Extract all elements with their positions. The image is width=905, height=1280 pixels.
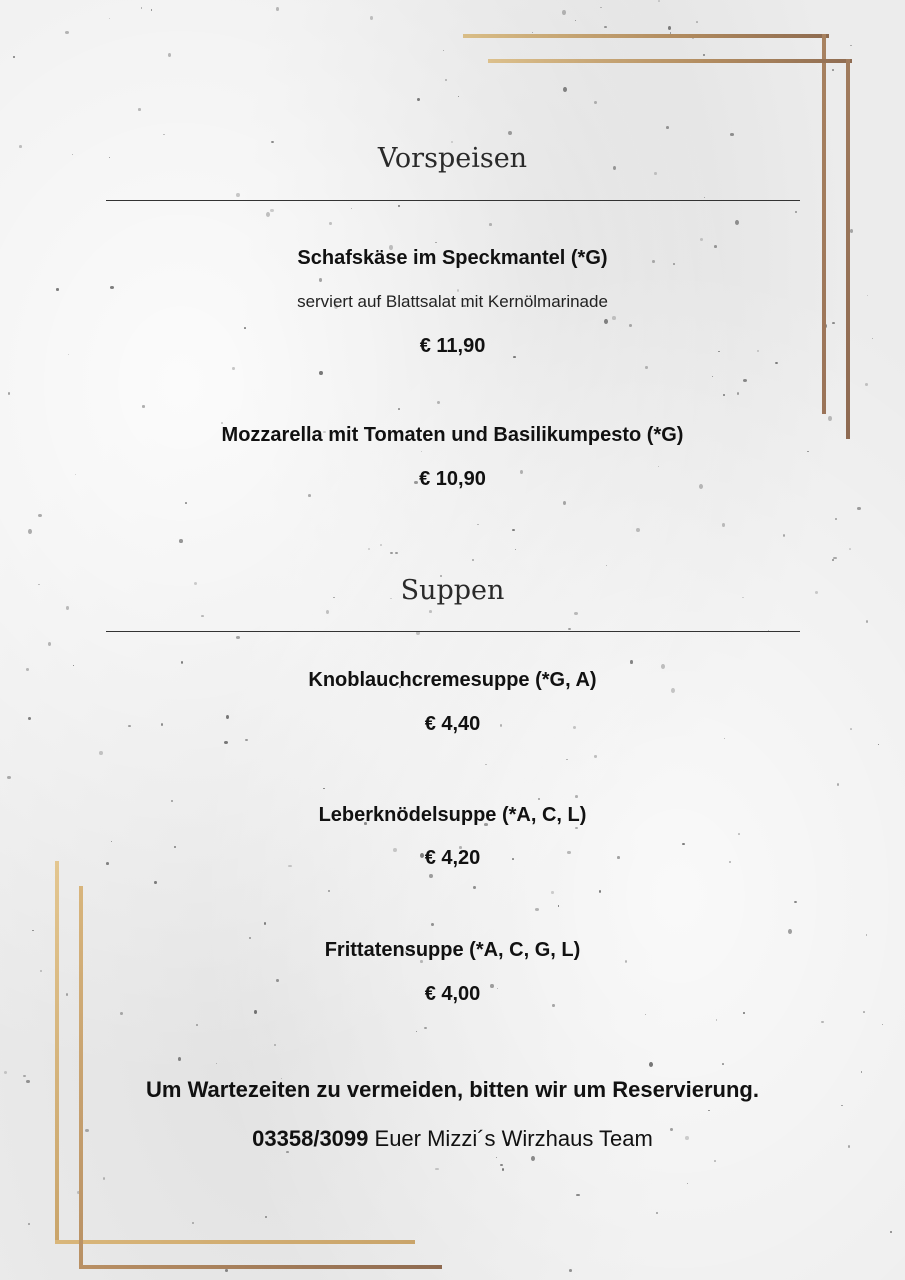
speck xyxy=(832,69,834,71)
speck xyxy=(370,16,373,20)
speck xyxy=(329,222,332,225)
speck xyxy=(138,108,141,111)
speck xyxy=(612,316,616,320)
speck xyxy=(13,56,15,58)
speck xyxy=(225,1269,228,1272)
speck xyxy=(783,534,785,537)
speck xyxy=(178,1057,181,1061)
speck xyxy=(636,528,640,532)
menu-item-name: Frittatensuppe (*A, C, G, L) xyxy=(324,939,581,961)
speck xyxy=(835,518,837,520)
speck xyxy=(666,126,669,129)
speck xyxy=(274,1044,276,1046)
speck xyxy=(837,783,839,786)
speck xyxy=(738,833,740,835)
speck xyxy=(424,1027,427,1029)
speck xyxy=(722,1063,724,1065)
speck xyxy=(196,1024,198,1026)
speck xyxy=(882,1024,883,1025)
speck xyxy=(236,636,240,639)
speck xyxy=(380,544,382,546)
speck xyxy=(270,209,274,212)
speck xyxy=(649,1062,653,1067)
speck xyxy=(857,507,861,510)
speck xyxy=(236,193,240,197)
menu-item-price: € 11,90 xyxy=(419,335,486,357)
reservation-notice: Um Wartezeiten zu vermeiden, bitten wir um Reservierung. xyxy=(146,1077,759,1102)
speck xyxy=(168,53,171,57)
speck xyxy=(562,10,566,15)
speck xyxy=(722,523,725,527)
speck xyxy=(477,524,479,525)
speck xyxy=(368,548,370,550)
speck xyxy=(594,101,597,104)
speck xyxy=(833,557,837,559)
speck xyxy=(398,205,400,207)
menu-item-name: Schafskäse im Speckmantel (*G) xyxy=(297,247,608,269)
speck xyxy=(788,929,792,934)
speck xyxy=(276,979,279,982)
speck xyxy=(201,615,204,617)
speck xyxy=(56,288,59,291)
speck xyxy=(171,800,173,802)
speck xyxy=(28,529,32,534)
menu-item-price: € 4,20 xyxy=(424,847,481,869)
speck xyxy=(574,612,578,615)
speck xyxy=(604,319,608,324)
speck xyxy=(319,278,322,282)
speck xyxy=(179,539,183,543)
section-title-vorspeisen: Vorspeisen xyxy=(377,143,528,174)
speck xyxy=(421,451,422,452)
speck xyxy=(575,827,578,829)
speck xyxy=(716,1019,717,1021)
speck xyxy=(508,131,512,135)
speck xyxy=(266,212,270,217)
section-title-suppen: Suppen xyxy=(400,575,505,606)
menu-item-price: € 4,40 xyxy=(424,713,481,735)
speck xyxy=(472,559,474,561)
speck xyxy=(65,31,69,34)
speck xyxy=(821,1021,824,1023)
speck xyxy=(841,1105,843,1106)
menu-item-name: Leberknödelsuppe (*A, C, L) xyxy=(318,804,587,826)
speck xyxy=(703,54,705,56)
menu-item-price: € 4,00 xyxy=(424,983,481,1005)
speck xyxy=(417,98,420,101)
speck xyxy=(704,197,705,198)
speck xyxy=(110,286,114,289)
team-signature: Euer Mizzi´s Wirzhaus Team xyxy=(374,1126,653,1151)
speck xyxy=(28,1223,30,1225)
menu-item-description: serviert auf Blattsalat mit Kernölmarinade xyxy=(297,292,608,311)
speck xyxy=(265,1216,267,1218)
speck xyxy=(500,1164,503,1166)
speck xyxy=(489,223,492,226)
speck xyxy=(730,133,734,136)
speck xyxy=(668,26,671,30)
speck xyxy=(7,776,11,779)
speck xyxy=(141,7,142,9)
section-divider xyxy=(106,200,800,201)
menu-item-name: Mozzarella mit Tomaten und Basilikumpesto (*G) xyxy=(221,424,684,446)
speck xyxy=(828,416,832,421)
speck xyxy=(630,660,633,664)
speck xyxy=(832,322,835,324)
speck xyxy=(38,514,42,517)
phone-number: 03358/3099 xyxy=(252,1126,369,1151)
menu-item-price: € 10,90 xyxy=(419,468,486,490)
speck xyxy=(185,502,187,504)
speck xyxy=(568,628,571,630)
speck xyxy=(795,211,797,213)
contact-line xyxy=(0,1126,905,1152)
speck xyxy=(224,741,228,744)
speck xyxy=(473,886,476,889)
menu-item-name: Knoblauchcremesuppe (*G, A) xyxy=(308,669,597,691)
speck xyxy=(723,394,725,396)
speck xyxy=(594,755,597,758)
speck xyxy=(398,408,400,410)
speck xyxy=(551,891,554,894)
speck xyxy=(99,751,103,755)
speck xyxy=(866,620,868,623)
speck xyxy=(832,559,834,561)
speck xyxy=(535,908,539,911)
speck xyxy=(32,930,34,931)
speck xyxy=(445,79,447,81)
speck xyxy=(319,371,323,375)
speck xyxy=(645,366,648,369)
speck xyxy=(629,324,632,327)
speck xyxy=(443,50,444,51)
section-divider xyxy=(106,631,800,632)
speck xyxy=(437,401,440,404)
speck xyxy=(276,7,279,11)
speck xyxy=(850,229,853,233)
speck xyxy=(569,1269,572,1272)
